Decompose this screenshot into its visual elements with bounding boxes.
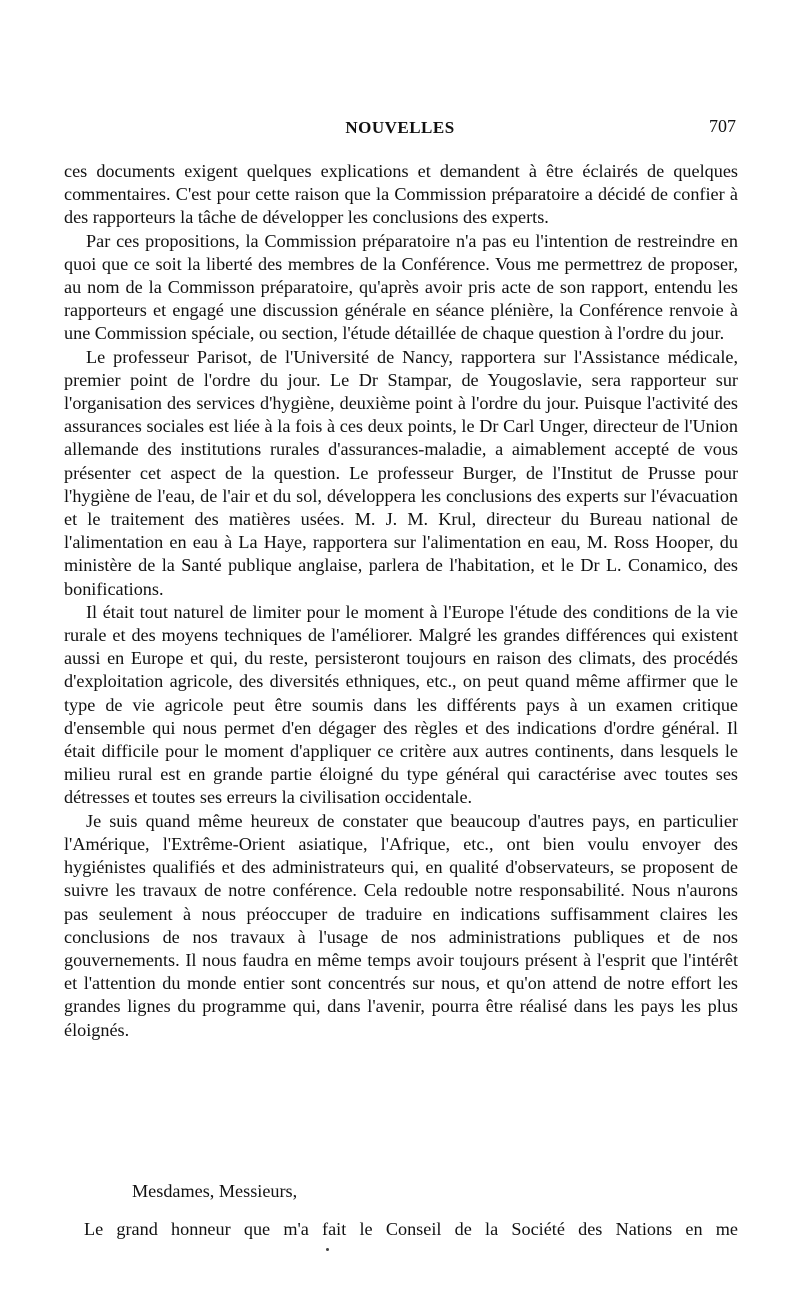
running-title: NOUVELLES xyxy=(345,118,455,137)
paragraph-5: Je suis quand même heureux de constater que beaucoup d'autres pays, en particulier l'Amérique, l'Extrême-Orient asiatique, l'Afrique, etc., ont bien voulu envoyer des hygiénistes qualifiés et des administrateurs qui, en qualité d'observateurs, se proposent de suivre les travaux de notre conférence. Cela redouble notre responsabilité. Nous n'aurons pas seulement à nous préoccuper de traduire en indications suffisamment claires les conclusions de nos travaux à l'usage de nos administrations publiques et de nos gouvernements. Il nous faudra en même temps avoir toujours présent à l'esprit que l'intérêt et l'attention du monde entier sont concentrés sur nous, et qu'on attend de notre effort les grandes lignes du programme qui, dans l'avenir, pourra être réalisé dans les pays les plus éloignés. xyxy=(64,810,738,1040)
salutation: Mesdames, Messieurs, xyxy=(132,1181,298,1201)
paragraph-2: Par ces propositions, la Commission préparatoire n'a pas eu l'intention de restreindre en quoi que ce soit la liberté des membres de la Conférence. Vous me permettrez de proposer, au nom de la Commisson préparatoire, qu'après avoir pris acte de son rapport, entendu les rapporteurs et engagé une discussion générale en séance plénière, la Conférence renvoie à une Commission spéciale, ou section, l'étude détaillée de chaque question à l'ordre du jour. xyxy=(64,230,738,344)
print-speck xyxy=(326,1248,329,1251)
continuing-paragraph-line: Le grand honneur que m'a fait le Conseil de la Société des Nations en me xyxy=(84,1219,738,1239)
paragraph-1: ces documents exigent quelques explications et demandent à être éclairés de quelques commentaires. C'est pour cette raison que la Commission préparatoire a décidé de confier à des rapporteurs la tâche de développer les conclusions des experts. xyxy=(64,161,738,228)
paragraph-4: Il était tout naturel de limiter pour le moment à l'Europe l'étude des conditions de la vie rurale et des moyens techniques de l'améliorer. Malgré les grandes différences qui existent aussi en Europe et qui, du reste, persisteront toujours en raison des climats, des procédés d'exploitation agricole, des diversités ethniques, etc., on peut quand même affirmer que le type de vie agricole peut être soumis dans les différents pays à un examen critique d'ensemble qui nous permet d'en dégager des règles et des indications d'ordre général. Il était difficile pour le moment d'appliquer ce critère aux autres continents, dans lesquels le milieu rural est en grande partie éloigné du type général qui caractérise avec toutes ses détresses et toutes ses erreurs la civilisation occidentale. xyxy=(64,601,738,808)
body-text xyxy=(64,160,738,1042)
paragraph-3: Le professeur Parisot, de l'Université de Nancy, rapportera sur l'Assistance médicale, premier point de l'ordre du jour. Le Dr Stampar, de Yougoslavie, sera rapporteur sur l'organisation des services d'hygiène, deuxième point à l'ordre du jour. Puisque l'activité des assurances sociales est liée à la fois à ces deux points, le Dr Carl Unger, directeur de l'Union allemande des institutions rurales d'assurances-maladie, a aimablement accepté de vous présenter cet aspect de la question. Le professeur Burger, de l'Institut de Prusse pour l'hygiène de l'eau, de l'air et du sol, développera les conclusions des experts sur l'évacuation et le traitement des matières usées. M. J. M. Krul, directeur du Bureau national de l'alimentation en eau à La Haye, rapportera sur l'alimentation en eau, M. Ross Hooper, du ministère de la Santé publique anglaise, parlera de l'habitation, et le Dr L. Conamico, des bonifications. xyxy=(64,346,738,599)
page-number: 707 xyxy=(709,116,736,136)
